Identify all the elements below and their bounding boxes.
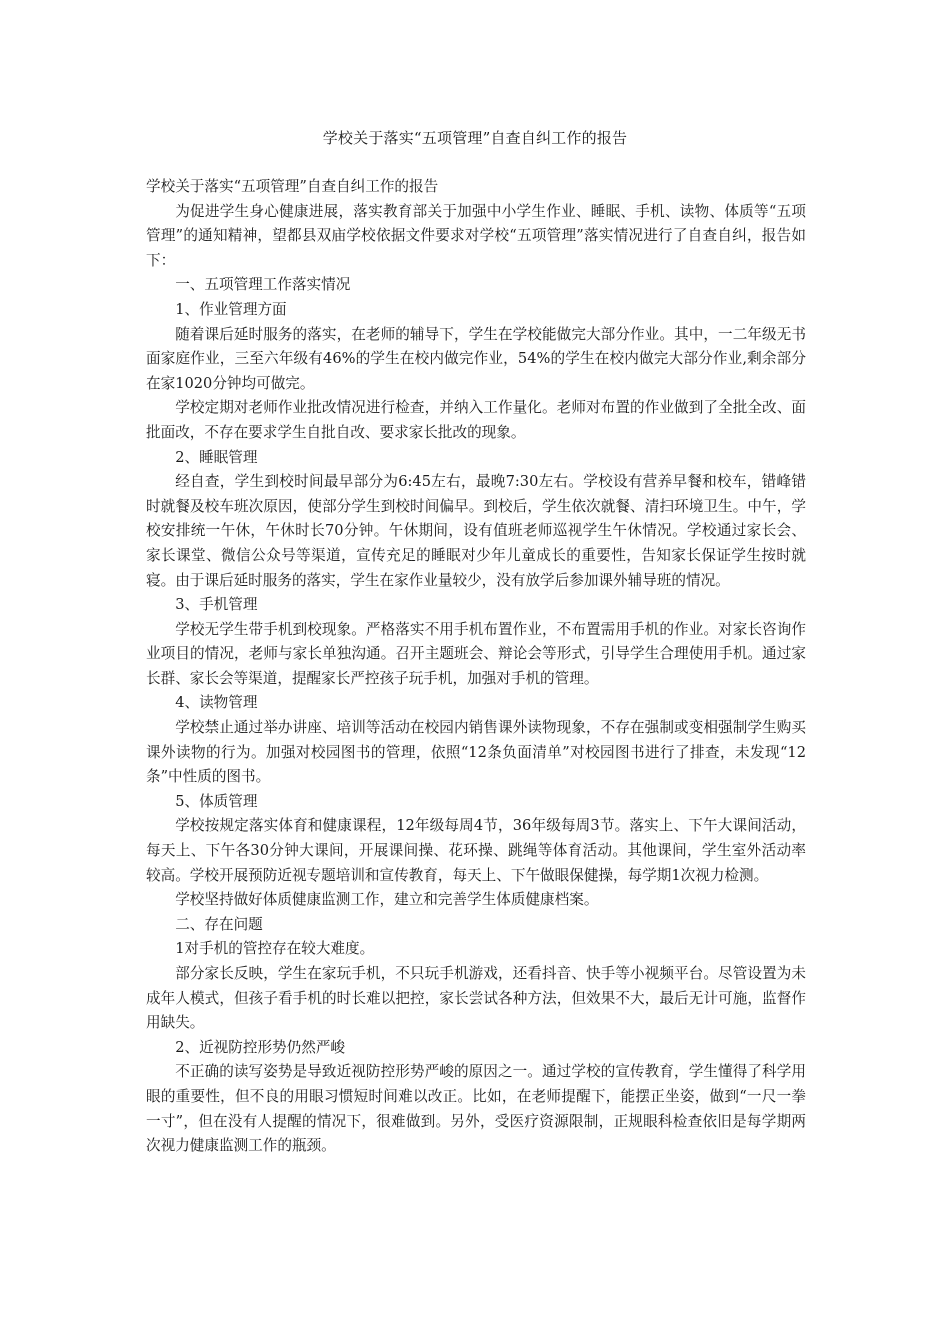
paragraph: 3、手机管理 xyxy=(175,596,258,614)
paragraph: 1、作业管理方面 xyxy=(175,300,287,318)
paragraph: 部分家长反映，学生在家玩手机，不只玩手机游戏，还看抖音、快手等小视频平台。尽管设置为未成年人模式，但孩子看手机的时长难以把控，家长尝试各种方法，但效果不大，最后无计可施，监督作用缺失。 xyxy=(146,965,806,1032)
paragraph: 学校禁止通过举办讲座、培训等活动在校园内销售课外读物现象，不存在强制或变相强制学生购买课外读物的行为。加强对校园图书的管理，依照“12条负面清单”对校园图书进行了排查，未发现“12条”中性质的图书。 xyxy=(146,719,806,786)
paragraph: 学校按规定落实体育和健康课程，12年级每周4节，36年级每周3节。落实上、下午大课间活动，每天上、下午各30分钟大课间，开展课间操、花环操、跳绳等体育活动。其他课间，学生室外活动率较高。学校开展预防近视专题培训和宣传教育，每天上、下午做眼保健操，每学期1次视力检测。 xyxy=(146,817,806,884)
paragraph: 不正确的读写姿势是导致近视防控形势严峻的原因之一。通过学校的宣传教育，学生懂得了科学用眼的重要性，但不良的用眼习惯短时间难以改正。比如，在老师提醒下，能摆正坐姿，做到“一尺一拳一寸”，但在没有人提醒的情况下，很难做到。另外，受医疗资源限制，正规眼科检查依旧是每学期两次视力健康监测工作的瓶颈。 xyxy=(146,1063,806,1155)
page-title: 学校关于落实“五项管理”自查自纠工作的报告 xyxy=(322,129,628,147)
paragraph: 一、五项管理工作落实情况 xyxy=(175,276,351,294)
paragraph: 2、睡眠管理 xyxy=(175,448,258,466)
paragraph: 2、近视防控形势仍然严峻 xyxy=(175,1038,346,1056)
paragraph: 1对手机的管控存在较大难度。 xyxy=(175,940,375,958)
paragraph: 学校定期对老师作业批改情况进行检查，并纳入工作量化。老师对布置的作业做到了全批全改、面批面改，不存在要求学生自批自改、要求家长批改的现象。 xyxy=(146,399,806,441)
paragraph: 经自查，学生到校时间最早部分为6:45左右，最晚7:30左右。学校设有营养早餐和校车，错峰错时就餐及校车班次原因，使部分学生到校时间偏早。到校后，学生依次就餐、清扫环境卫生。中午，学校安排统一午休，午休时长70分钟。午休期间，设有值班老师巡视学生午休情况。学校通过家长会、家长课堂、微信公众号等渠道，宣传充足的睡眠对少年儿童成长的重要性，告知家长保证学生按时就寝。由于课后延时服务的落实，学生在家作业量较少，没有放学后参加课外辅导班的情况。 xyxy=(146,473,806,589)
paragraph: 随着课后延时服务的落实，在老师的辅导下，学生在学校能做完大部分作业。其中，一二年级无书面家庭作业，三至六年级有46%的学生在校内做完作业，54%的学生在校内做完大部分作业,剩余部分在家1020分钟均可做完。 xyxy=(146,325,806,392)
paragraph: 5、体质管理 xyxy=(175,792,258,810)
report-heading: 学校关于落实“五项管理”自查自纠工作的报告 xyxy=(146,178,439,195)
paragraph: 二、存在问题 xyxy=(175,915,263,933)
document-body xyxy=(146,175,806,1159)
paragraph: 为促进学生身心健康进展，落实教育部关于加强中小学生作业、睡眠、手机、读物、体质等“五项管理”的通知精神，望都县双庙学校依据文件要求对学校“五项管理”落实情况进行了自查自纠，报告如下： xyxy=(146,202,806,269)
paragraph: 4、读物管理 xyxy=(175,694,258,712)
paragraph: 学校无学生带手机到校现象。严格落实不用手机布置作业，不布置需用手机的作业。对家长咨询作业项目的情况，老师与家长单独沟通。召开主题班会、辩论会等形式，引导学生合理使用手机。通过家长群、家长会等渠道，提醒家长严控孩子玩手机，加强对手机的管理。 xyxy=(146,620,806,687)
paragraph: 学校坚持做好体质健康监测工作，建立和完善学生体质健康档案。 xyxy=(175,891,599,909)
